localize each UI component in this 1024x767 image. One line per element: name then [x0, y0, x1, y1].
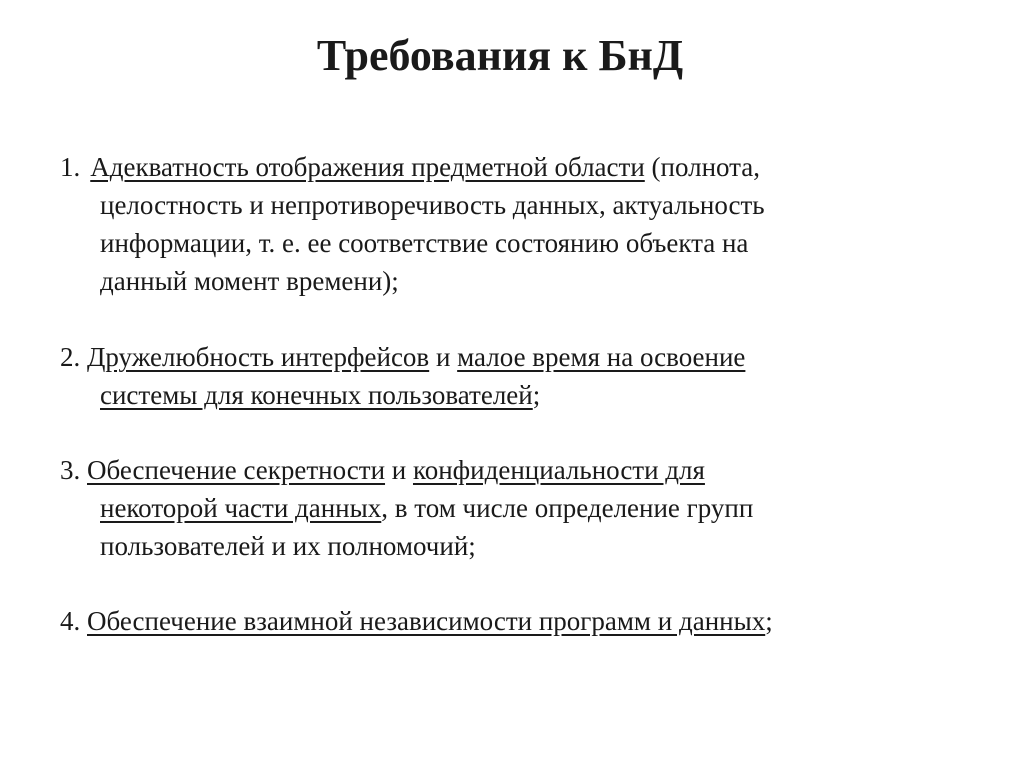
item-1-line-3: информации, т. е. ее соответствие состоянию объекта на	[100, 228, 749, 258]
requirement-item-3	[60, 451, 940, 565]
slide-title: Требования к БнД	[316, 31, 684, 80]
requirement-item-1	[60, 148, 940, 300]
item-1-line-2: целостность и непротиворечивость данных, актуальность	[100, 190, 765, 220]
item-2-underlined-text-1: Дружелюбность интерфейсов	[87, 342, 430, 372]
item-number: 1.	[60, 152, 81, 182]
item-1-line-1	[60, 148, 940, 186]
item-3-line-3: пользователей и их полномочий;	[100, 531, 476, 561]
item-3-underlined-text-1: Обеспечение секретности	[87, 455, 386, 485]
item-3-underlined-text-2: конфиденциальности для	[412, 455, 705, 485]
item-2-line-1	[60, 338, 940, 376]
item-2-underlined-text-3: системы для конечных пользователей	[100, 380, 533, 410]
item-2-end: ;	[532, 380, 541, 410]
item-3-line-2	[60, 489, 940, 527]
item-2-underlined-text-2: малое время на освоение	[457, 342, 746, 372]
item-4-end: ;	[765, 606, 773, 636]
item-number: 4.	[60, 606, 81, 636]
item-3-text: , в том числе определение групп	[381, 493, 754, 523]
item-number: 3.	[60, 455, 81, 485]
item-3-conjunction: и	[385, 455, 413, 485]
requirement-item-2	[60, 338, 940, 414]
item-4-line-1	[60, 602, 940, 640]
item-3-underlined-text-3: некоторой части данных	[100, 493, 382, 523]
item-2-conjunction: и	[429, 342, 458, 372]
item-3-line-1	[60, 451, 940, 489]
item-1-text: (полнота,	[644, 152, 761, 182]
item-2-line-2	[60, 376, 940, 414]
item-4-underlined-text: Обеспечение взаимной независимости программ и данных	[87, 606, 766, 636]
item-1-line-4: данный момент времени);	[100, 266, 399, 296]
requirement-item-4	[60, 602, 940, 640]
item-number: 2.	[60, 342, 81, 372]
item-1-underlined-text: Адекватность отображения предметной области	[90, 152, 645, 182]
